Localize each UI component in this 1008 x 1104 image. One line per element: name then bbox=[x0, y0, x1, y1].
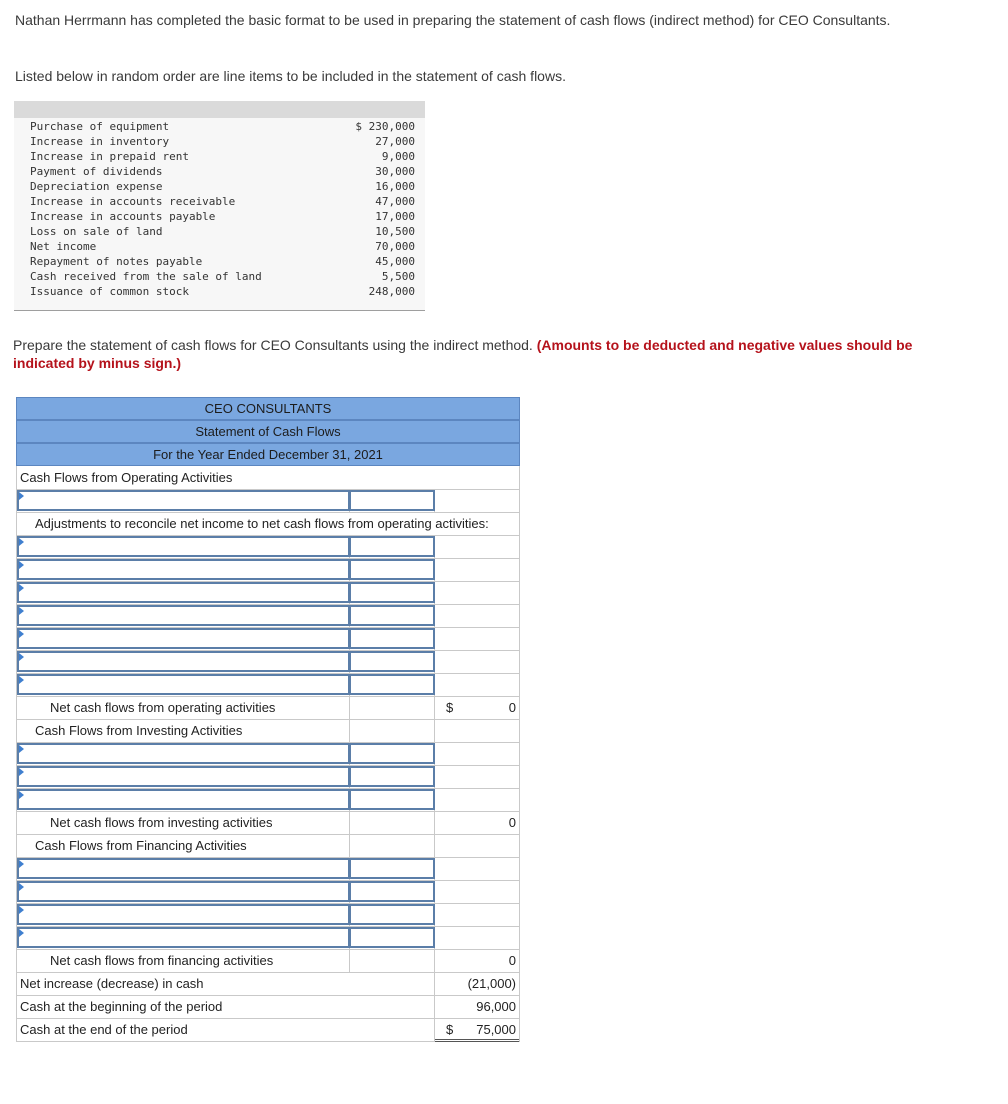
instructions-emphasis: (Amounts to be deducted and negative values should be indicated by minus sign.) bbox=[13, 337, 913, 371]
operating-header: Cash Flows from Operating Activities bbox=[20, 470, 233, 485]
dropdown-arrow-icon bbox=[19, 791, 24, 799]
double-underline bbox=[435, 1039, 519, 1042]
operating-amount-input-1[interactable] bbox=[349, 490, 435, 511]
adjustment-label-input-1[interactable] bbox=[17, 536, 350, 557]
cash-end-value: 75,000 bbox=[476, 1022, 516, 1037]
net-operating-label: Net cash flows from operating activities bbox=[50, 700, 276, 715]
adjustment-amount-input-6[interactable] bbox=[349, 651, 435, 672]
item-amount: 9,000 bbox=[381, 150, 415, 163]
operating-label-input-1[interactable] bbox=[17, 490, 350, 511]
item-amount: 10,500 bbox=[375, 225, 415, 238]
dropdown-arrow-icon bbox=[19, 906, 24, 914]
item-label: Payment of dividends bbox=[30, 165, 163, 178]
frame-right bbox=[519, 466, 520, 1041]
adjustment-amount-input-2[interactable] bbox=[349, 559, 435, 580]
item-label: Repayment of notes payable bbox=[30, 255, 203, 268]
net-increase-value: (21,000) bbox=[467, 976, 516, 991]
financing-amount-input-3[interactable] bbox=[349, 904, 435, 925]
item-label: Cash received from the sale of land bbox=[30, 270, 262, 283]
dropdown-arrow-icon bbox=[19, 492, 24, 500]
investing-amount-input-2[interactable] bbox=[349, 766, 435, 787]
dropdown-arrow-icon bbox=[19, 768, 24, 776]
investing-amount-input-1[interactable] bbox=[349, 743, 435, 764]
item-label: Increase in accounts receivable bbox=[30, 195, 236, 208]
instructions-text: Prepare the statement of cash flows for CEO Consultants using the indirect method. bbox=[13, 337, 533, 353]
intro-paragraph-1: Nathan Herrmann has completed the basic format to be used in preparing the statement of cash flows (indirect method) for CEO Consultants. bbox=[15, 12, 891, 28]
item-label: Loss on sale of land bbox=[30, 225, 163, 238]
adjustment-label-input-3[interactable] bbox=[17, 582, 350, 603]
table-row bbox=[14, 194, 425, 209]
item-amount: 248,000 bbox=[368, 285, 415, 298]
item-label: Issuance of common stock bbox=[30, 285, 189, 298]
financing-label-input-2[interactable] bbox=[17, 881, 350, 902]
item-amount: 27,000 bbox=[375, 135, 415, 148]
investing-amount-input-3[interactable] bbox=[349, 789, 435, 810]
table-row bbox=[14, 239, 425, 254]
net-investing-label: Net cash flows from investing activities bbox=[50, 815, 273, 830]
financing-amount-input-1[interactable] bbox=[349, 858, 435, 879]
adjustment-amount-input-4[interactable] bbox=[349, 605, 435, 626]
item-label: Increase in inventory bbox=[30, 135, 170, 148]
item-label: Purchase of equipment bbox=[30, 120, 170, 133]
item-amount: 17,000 bbox=[375, 210, 415, 223]
item-amount: 30,000 bbox=[375, 165, 415, 178]
table-row bbox=[14, 209, 425, 224]
financing-amount-input-2[interactable] bbox=[349, 881, 435, 902]
cash-end-label: Cash at the end of the period bbox=[20, 1022, 188, 1037]
dropdown-arrow-icon bbox=[19, 630, 24, 638]
adjustment-label-input-4[interactable] bbox=[17, 605, 350, 626]
cash-begin-value: 96,000 bbox=[476, 999, 516, 1014]
instructions bbox=[13, 336, 973, 372]
table-row bbox=[14, 284, 425, 299]
net-increase-label: Net increase (decrease) in cash bbox=[20, 976, 204, 991]
adjustment-label-input-2[interactable] bbox=[17, 559, 350, 580]
table-row bbox=[14, 269, 425, 284]
item-label: Net income bbox=[30, 240, 97, 253]
item-amount: $ 230,000 bbox=[355, 120, 415, 133]
net-financing-label: Net cash flows from financing activities bbox=[50, 953, 274, 968]
item-label: Depreciation expense bbox=[30, 180, 163, 193]
table-row bbox=[14, 134, 425, 149]
line-items-table bbox=[14, 101, 425, 311]
net-operating-value: 0 bbox=[508, 700, 516, 715]
table-row bbox=[14, 254, 425, 269]
adjustment-label-input-5[interactable] bbox=[17, 628, 350, 649]
investing-label-input-1[interactable] bbox=[17, 743, 350, 764]
dropdown-arrow-icon bbox=[19, 584, 24, 592]
adjustment-amount-input-5[interactable] bbox=[349, 628, 435, 649]
financing-amount-input-4[interactable] bbox=[349, 927, 435, 948]
table-row bbox=[14, 119, 425, 134]
financing-label-input-3[interactable] bbox=[17, 904, 350, 925]
item-label: Increase in prepaid rent bbox=[30, 150, 189, 163]
line-items-header bbox=[14, 101, 425, 118]
net-investing-value: 0 bbox=[508, 815, 516, 830]
financing-header: Cash Flows from Financing Activities bbox=[35, 838, 247, 853]
item-amount: 70,000 bbox=[375, 240, 415, 253]
adjustments-label: Adjustments to reconcile net income to net cash flows from operating activities: bbox=[35, 516, 489, 531]
item-amount: 47,000 bbox=[375, 195, 415, 208]
investing-header: Cash Flows from Investing Activities bbox=[35, 723, 243, 738]
item-amount: 16,000 bbox=[375, 180, 415, 193]
intro-paragraph-2: Listed below in random order are line items to be included in the statement of cash flows. bbox=[15, 68, 566, 84]
investing-label-input-3[interactable] bbox=[17, 789, 350, 810]
adjustment-label-input-6[interactable] bbox=[17, 651, 350, 672]
worksheet-period: For the Year Ended December 31, 2021 bbox=[16, 443, 520, 466]
table-row bbox=[14, 149, 425, 164]
dropdown-arrow-icon bbox=[19, 607, 24, 615]
financing-label-input-1[interactable] bbox=[17, 858, 350, 879]
dropdown-arrow-icon bbox=[19, 653, 24, 661]
cash-end-dollar: $ bbox=[446, 1022, 454, 1037]
table-row bbox=[14, 164, 425, 179]
dropdown-arrow-icon bbox=[19, 860, 24, 868]
item-label: Increase in accounts payable bbox=[30, 210, 216, 223]
dropdown-arrow-icon bbox=[19, 538, 24, 546]
adjustment-label-input-7[interactable] bbox=[17, 674, 350, 695]
worksheet-company: CEO CONSULTANTS bbox=[16, 397, 520, 420]
table-row bbox=[14, 179, 425, 194]
item-amount: 45,000 bbox=[375, 255, 415, 268]
cash-begin-label: Cash at the beginning of the period bbox=[20, 999, 223, 1014]
net-financing-value: 0 bbox=[508, 953, 516, 968]
table-row bbox=[14, 224, 425, 239]
dropdown-arrow-icon bbox=[19, 676, 24, 684]
dropdown-arrow-icon bbox=[19, 561, 24, 569]
dropdown-arrow-icon bbox=[19, 745, 24, 753]
dropdown-arrow-icon bbox=[19, 883, 24, 891]
adjustment-amount-input-3[interactable] bbox=[349, 582, 435, 603]
investing-label-input-2[interactable] bbox=[17, 766, 350, 787]
dropdown-arrow-icon bbox=[19, 929, 24, 937]
adjustment-amount-input-1[interactable] bbox=[349, 536, 435, 557]
item-amount: 5,500 bbox=[381, 270, 415, 283]
worksheet-statement-title: Statement of Cash Flows bbox=[16, 420, 520, 443]
adjustment-amount-input-7[interactable] bbox=[349, 674, 435, 695]
net-operating-dollar: $ bbox=[446, 700, 454, 715]
financing-label-input-4[interactable] bbox=[17, 927, 350, 948]
